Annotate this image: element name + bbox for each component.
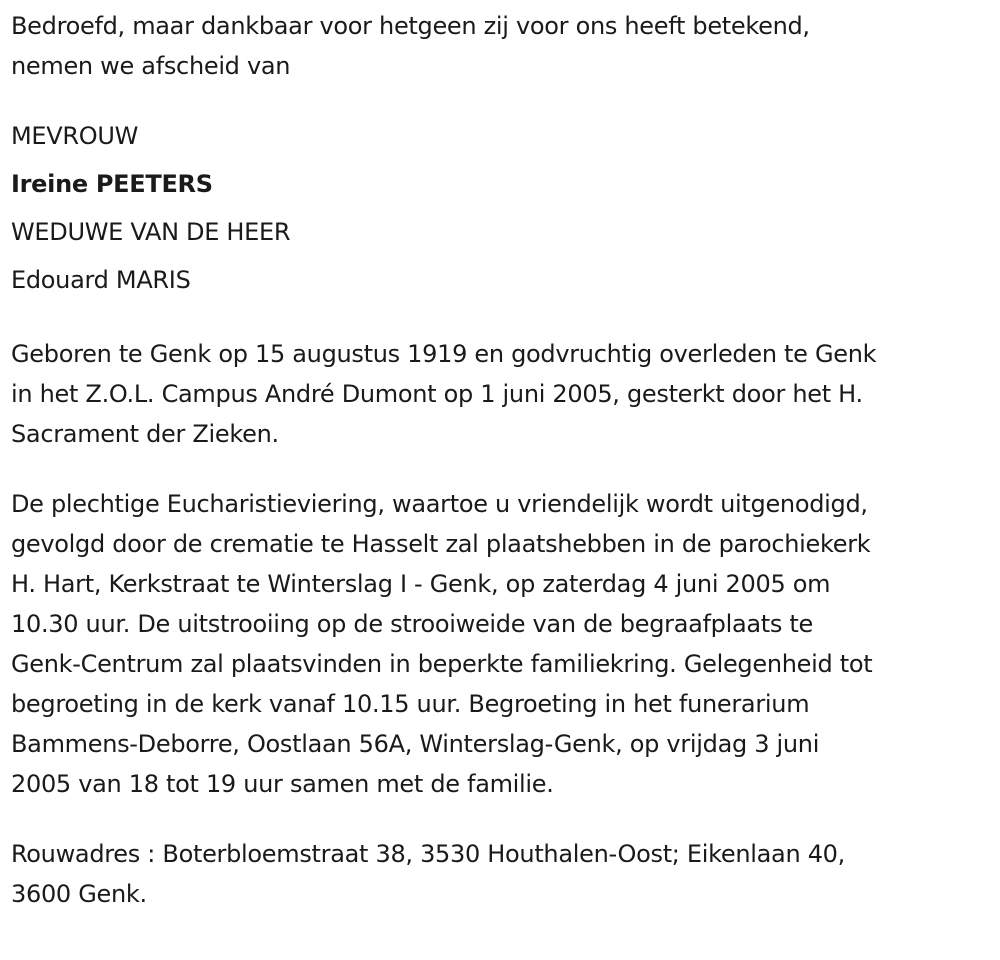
name-block bbox=[11, 112, 996, 304]
intro-line: nemen we afscheid van bbox=[11, 52, 291, 80]
paragraph-line: H. Hart, Kerkstraat te Winterslag I - Genk, op zaterdag 4 juni 2005 om bbox=[11, 570, 831, 598]
paragraph-line: Rouwadres : Boterbloemstraat 38, 3530 Houthalen-Oost; Eikenlaan 40, bbox=[11, 840, 845, 868]
paragraph-line: 3600 Genk. bbox=[11, 880, 147, 908]
paragraph-line: 2005 van 18 tot 19 uur samen met de familie. bbox=[11, 770, 554, 798]
paragraph-line: Sacrament der Zieken. bbox=[11, 420, 279, 448]
honorific: MEVROUW bbox=[11, 122, 139, 150]
deceased-name: Ireine PEETERS bbox=[11, 170, 213, 198]
birth-death-paragraph bbox=[11, 334, 996, 454]
ceremony-paragraph bbox=[11, 484, 996, 804]
paragraph-line: De plechtige Eucharistieviering, waartoe u vriendelijk wordt uitgenodigd, bbox=[11, 490, 868, 518]
relation: WEDUWE VAN DE HEER bbox=[11, 218, 291, 246]
paragraph-line: in het Z.O.L. Campus André Dumont op 1 juni 2005, gesterkt door het H. bbox=[11, 380, 863, 408]
intro-paragraph bbox=[11, 0, 996, 86]
paragraph-line: Bammens-Deborre, Oostlaan 56A, Winterslag-Genk, op vrijdag 3 juni bbox=[11, 730, 820, 758]
paragraph-line: gevolgd door de crematie te Hasselt zal plaatshebben in de parochiekerk bbox=[11, 530, 871, 558]
paragraph-line: 10.30 uur. De uitstrooiing op de strooiweide van de begraafplaats te bbox=[11, 610, 814, 638]
address-paragraph bbox=[11, 834, 996, 914]
spouse-name: Edouard MARIS bbox=[11, 266, 191, 294]
paragraph-line: Geboren te Genk op 15 augustus 1919 en godvruchtig overleden te Genk bbox=[11, 340, 877, 368]
paragraph-line: Genk-Centrum zal plaatsvinden in beperkte familiekring. Gelegenheid tot bbox=[11, 650, 873, 678]
paragraph-line: begroeting in de kerk vanaf 10.15 uur. Begroeting in het funerarium bbox=[11, 690, 810, 718]
death-notice bbox=[11, 0, 996, 914]
intro-line: Bedroefd, maar dankbaar voor hetgeen zij voor ons heeft betekend, bbox=[11, 12, 810, 40]
